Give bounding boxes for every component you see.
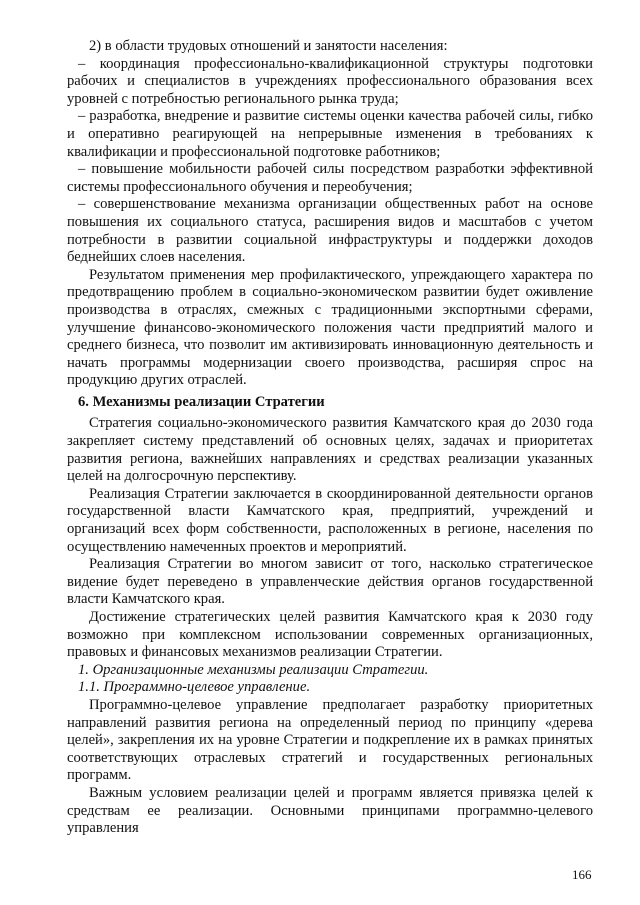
body-paragraph: Реализация Стратегии во многом зависит от того, насколько стратегическое видение будет переведено в управленческие действия органов государственной власти Камчатского края.	[67, 556, 593, 608]
subheading: 1. Организационные механизмы реализации Стратегии.	[78, 661, 429, 678]
list-item: – координация профессионально-квалификационной структуры подготовки рабочих и специалистов в учреждениях профессионального образования всех уровней с потребностью регионального рынка труда;	[67, 55, 593, 107]
body-paragraph: Достижение стратегических целей развития Камчатского края к 2030 году возможно при комплексном использовании современных организационных, правовых и финансовых механизмов реализации Стратегии.	[67, 609, 593, 661]
subheading: 1.1. Программно-целевое управление.	[78, 679, 311, 696]
body-paragraph: Результатом применения мер профилактического, упреждающего характера по предотвращению проблем в социально-экономическом развитии будет оживление производства в отраслях, смежных с традиционными экспортными сферами, улучшение финансово-экономического положения части предприятий малого и среднего бизнеса, что позволит им активизировать инновационную деятельность и начать программы модернизации своего производства, расширяя спрос на продукцию других отраслей.	[67, 266, 593, 389]
section-heading: 6. Механизмы реализации Стратегии	[78, 393, 325, 410]
body-paragraph: Реализация Стратегии заключается в скоординированной деятельности органов государственной власти Камчатского края, предприятий, учреждений и организаций всех форм собственности, расположенных в регионе, населения по осуществлению намеченных проектов и мероприятий.	[67, 485, 593, 555]
list-item: – разработка, внедрение и развитие системы оценки качества рабочей силы, гибко и оперативно реагирующей на непрерывные изменения в требованиях к квалификации и профессиональной подготовке работников;	[67, 108, 593, 160]
body-paragraph: Стратегия социально-экономического развития Камчатского края до 2030 года закрепляет систему представлений об основных целях, задачах и приоритетах развития региона, важнейших направлениях и средствах реализации указанных целей на долгосрочную перспективу.	[67, 415, 593, 485]
page-number: 166	[572, 867, 592, 882]
list-item: – совершенствование механизма организации общественных работ на основе повышения их социального статуса, расширения видов и масштабов с учетом потребности в развитии социальной инфраструктуры и поддержки доходов беднейших слоев населения.	[67, 196, 593, 266]
page-content	[67, 38, 593, 838]
list-item: – повышение мобильности рабочей силы посредством разработки эффективной системы профессионального обучения и переобучения;	[67, 161, 593, 195]
list-intro: 2) в области трудовых отношений и занятости населения:	[89, 38, 448, 54]
body-paragraph: Программно-целевое управление предполагает разработку приоритетных направлений развития региона на определенный период по принципу «дерева целей», закрепления их на уровне Стратегии и подкрепление их в рамках принятых соответствующих отраслевых стратегий и государственных региональных программ.	[67, 696, 593, 784]
body-paragraph: Важным условием реализации целей и программ является привязка целей к средствам ее реализации. Основными принципами программно-целевого управления	[67, 784, 593, 837]
